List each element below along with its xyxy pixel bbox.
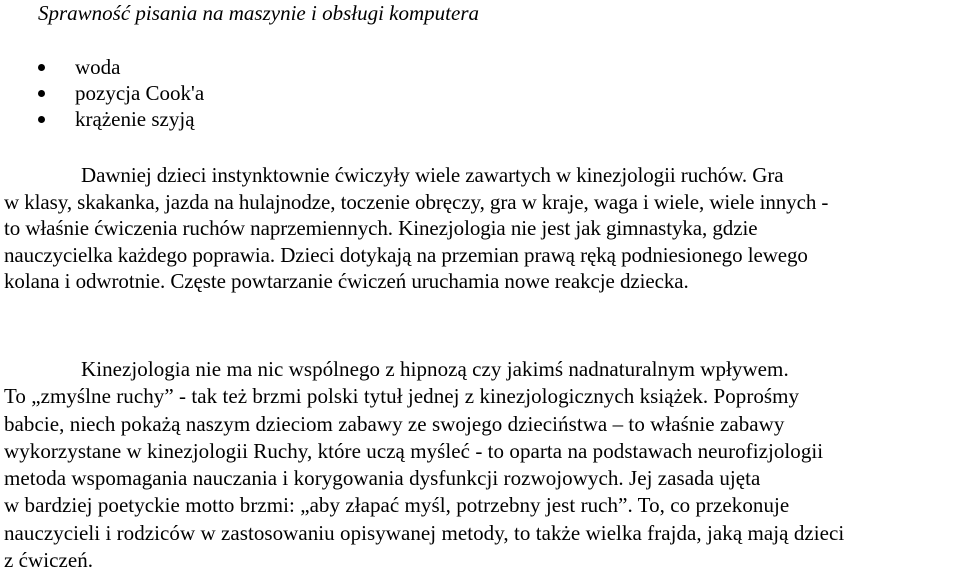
paragraph-line: metoda wspomagania nauczania i korygowania dysfunkcji rozwojowych. Jej zasada ujęta [4, 466, 761, 491]
paragraph-line: Dawniej dzieci instynktownie ćwiczyły wiele zawartych w kinezjologii ruchów. Gra [81, 163, 784, 187]
paragraph-line: kolana i odwrotnie. Częste powtarzanie ćwiczeń uruchamia nowe reakcje dziecka. [4, 269, 689, 294]
paragraph-line: babcie, niech pokażą naszym dzieciom zabawy ze swojego dzieciństwa – to właśnie zabawy [4, 411, 785, 436]
bullet-text: krążenie szyją [75, 107, 195, 131]
paragraph-line: wykorzystane w kinezjologii Ruchy, które uczą myśleć - to oparta na podstawach neurofizjologii [4, 438, 824, 463]
section-title: Sprawność pisania na maszynie i obsługi komputera [38, 1, 479, 25]
paragraph-line: to właśnie ćwiczenia ruchów naprzemiennych. Kinezjologia nie jest jak gimnastyka, gdzie [4, 216, 758, 241]
bullet-icon [38, 90, 45, 97]
paragraph-line: nauczycieli i rodziców w zastosowaniu opisywanej metody, to także wielka frajda, jaką mają dzieci [4, 520, 845, 545]
paragraph-1 [4, 162, 960, 295]
paragraph-line: z ćwiczeń. [4, 548, 94, 573]
paragraph-line: Kinezjologia nie ma nic wspólnego z hipnozą czy jakimś nadnaturalnym wpływem. [81, 357, 789, 381]
bullet-icon [38, 116, 45, 123]
paragraph-2 [4, 356, 960, 574]
bullet-text: woda [75, 55, 121, 79]
bullet-icon [38, 64, 45, 71]
paragraph-line: w bardziej poetyckie motto brzmi: „aby złapać myśl, potrzebny jest ruch”. To, co przekonuje [4, 493, 790, 518]
paragraph-line: w klasy, skakanka, jazda na hulajnodze, toczenie obręczy, gra w kraje, waga i wiele, wiele innych - [4, 189, 829, 214]
bullet-text: pozycja Cook'a [75, 81, 205, 105]
paragraph-line: To „zmyślne ruchy” - tak też brzmi polski tytuł jednej z kinezjologicznych książek. Poprośmy [4, 384, 800, 409]
paragraph-line: nauczycielka każdego poprawia. Dzieci dotykają na przemian prawą ręką podniesionego lewego [4, 242, 808, 267]
